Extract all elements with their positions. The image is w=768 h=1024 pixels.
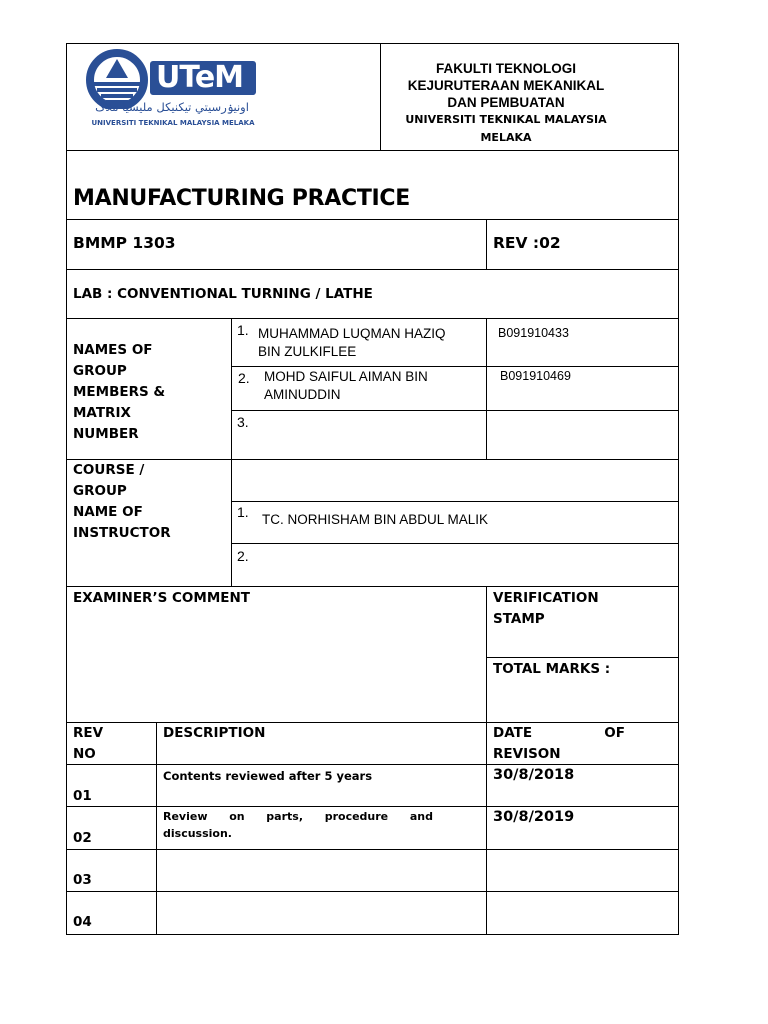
row-divider [66,849,679,850]
faculty-line-2: KEJURUTERAAN MEKANIKAL [407,78,605,93]
rev-row-02-date: 30/8/2019 [493,809,575,825]
rev-no-header: REV NO [73,725,104,762]
rev-row-01-number: 01 [73,788,92,804]
member-1-number: 1. [237,322,249,338]
col-divider [231,318,232,586]
logo-jawi-text: اونيۏرسيتي تيکنيکل مليسيا ملاک [95,100,249,114]
examiner-comment-label: EXAMINER’S COMMENT [73,590,250,606]
row-divider [66,269,679,270]
member-1-matrix: B091910433 [498,326,569,340]
member-1-name: MUHAMMAD LUQMAN HAZIQ BIN ZULKIFLEE [258,326,446,359]
faculty-line-1: FAKULTI TEKNOLOGI [436,61,576,76]
university-line-2: MELAKA [480,131,532,144]
col-divider [156,722,157,935]
row-divider [231,543,679,544]
rev-row-02-description: Review on parts, procedure and discussion. [163,810,433,840]
row-divider [66,891,679,892]
course-group-label: COURSE / GROUP [73,462,145,499]
logo-wordmark-box [150,61,256,95]
utem-logo [84,49,262,131]
rev-row-02-number: 02 [73,830,92,846]
form-frame [66,43,679,935]
verification-stamp-label: VERIFICATION STAMP [493,590,599,627]
page-title: MANUFACTURING PRACTICE [73,186,410,211]
col-divider [486,219,487,269]
col-divider [486,318,487,459]
rev-row-04-number: 04 [73,914,92,930]
rev-row-03-number: 03 [73,872,92,888]
faculty-line-3: DAN PEMBUATAN [447,95,565,110]
row-divider [231,501,679,502]
row-divider [66,150,679,151]
col-divider [486,586,487,935]
lab-title: LAB : CONVENTIONAL TURNING / LATHE [73,286,373,302]
member-3-number: 3. [237,414,249,430]
member-2-number: 2. [238,370,250,386]
instructor-label: NAME OF INSTRUCTOR [73,504,171,541]
row-divider [231,366,679,367]
revision-label: REV :02 [493,234,561,252]
total-marks-label: TOTAL MARKS : [493,661,611,677]
row-divider [66,459,679,460]
row-divider [66,219,679,220]
instructor-1-number: 1. [237,504,249,520]
member-2-matrix: B091910469 [500,369,571,383]
instructor-1-name: TC. NORHISHAM BIN ABDUL MALIK [262,512,489,527]
rev-row-01-description: Contents reviewed after 5 years [163,769,373,783]
row-divider [231,410,679,411]
row-divider [66,806,679,807]
row-divider [66,318,679,319]
logo-wordmark: UTeM [156,60,244,95]
member-2-name: MOHD SAIFUL AIMAN BIN AMINUDDIN [264,369,428,402]
date-header: DATE OF REVISON [493,725,625,762]
description-header: DESCRIPTION [163,725,266,741]
members-label: NAMES OF GROUP MEMBERS & MATRIX NUMBER [73,342,166,442]
row-divider [66,586,679,587]
instructor-2-number: 2. [237,548,249,564]
course-code: BMMP 1303 [73,234,176,252]
university-line-1: UNIVERSITI TEKNIKAL MALAYSIA [405,113,607,126]
rev-row-01-date: 30/8/2018 [493,767,575,783]
row-divider [486,657,679,658]
logo-caption: UNIVERSITI TEKNIKAL MALAYSIA MELAKA [91,119,255,127]
